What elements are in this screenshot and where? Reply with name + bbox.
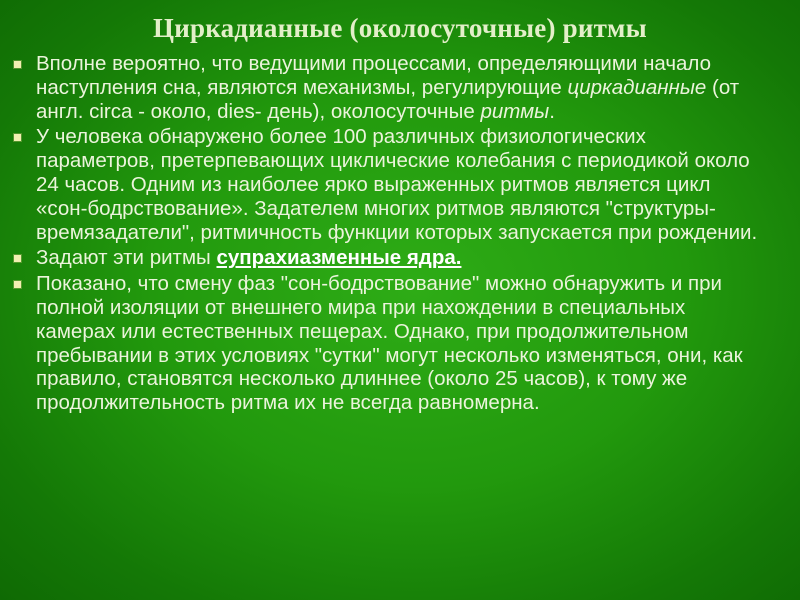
bullet-item-1 xyxy=(14,52,764,123)
bullet-1-italic-rhythms: ритмы xyxy=(480,99,550,123)
bullet-item-2 xyxy=(14,125,764,244)
square-bullet-icon xyxy=(14,134,21,141)
bullet-item-3 xyxy=(14,246,764,270)
square-bullet-icon xyxy=(14,281,21,288)
bullet-1-italic-circadian: циркадианные xyxy=(567,75,707,99)
suprachiasmatic-nuclei-link[interactable]: супрахиазменные ядра. xyxy=(216,246,462,270)
bullet-3-text: Задают эти ритмы xyxy=(36,246,217,270)
bullet-1-text-part2: (от англ. circa - около, dies- день), околосуточные xyxy=(36,75,740,123)
square-bullet-icon xyxy=(14,255,21,262)
bullet-list xyxy=(14,52,764,417)
square-bullet-icon xyxy=(14,61,21,68)
bullet-item-4 xyxy=(14,272,764,415)
bullet-1-text-part3: . xyxy=(549,99,555,123)
bullet-2-text: У человека обнаружено более 100 различных физиологических параметров, претерпевающих циклические колебания с периодикой около 24 часов. Одним из наиболее ярко выраженных ритмов является цикл «сон-бодрствование». Задателем многих ритмов являются "структуры-времязадатели", ритмичность функции которых запускается при рождении. xyxy=(36,125,758,244)
slide-title: Циркадианные (околосуточные) ритмы xyxy=(153,13,647,43)
bullet-4-text: Показано, что смену фаз "сон-бодрствование" можно обнаружить и при полной изоляции от внешнего мира при нахождении в специальных камерах или естественных пещерах. Однако, при продолжительном пребывании в этих условиях "сутки" могут несколько изменяться, они, как правило, становятся несколько длиннее (около 25 часов), к тому же продолжительность ритма их не всегда равномерна. xyxy=(36,272,743,415)
bullet-1-text-part1: Вполне вероятно, что ведущими процессами, определяющими начало наступления сна, являются механизмы, регулирующие xyxy=(36,52,712,99)
